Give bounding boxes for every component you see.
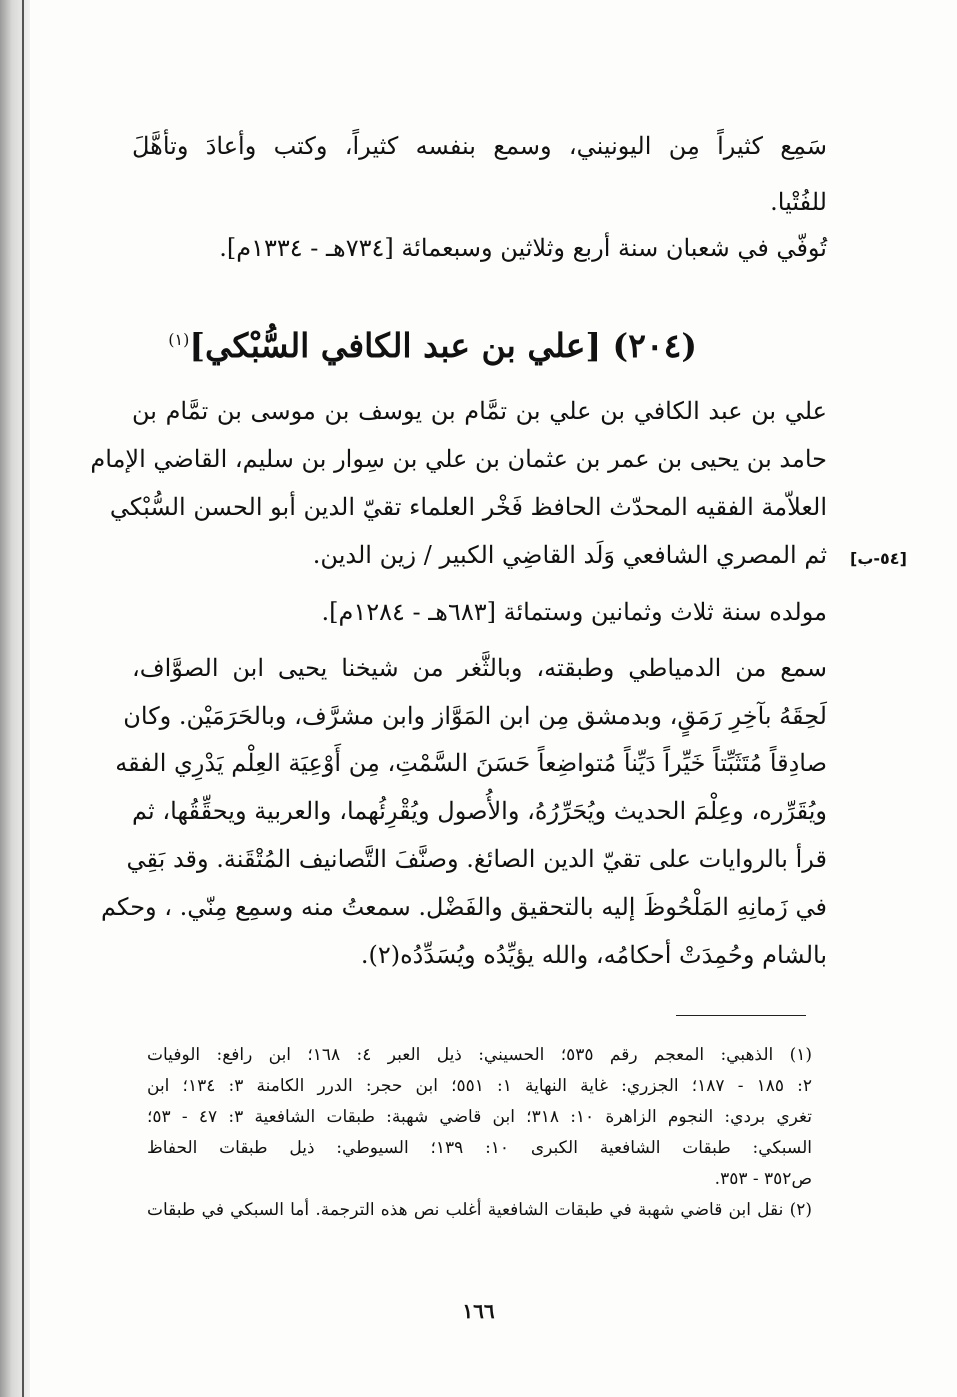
para-line-6: في زَمانِهِ المَلْحُوظَ إليه بالتحقيق والفَضْل. سمعتُ منه وسمِع مِنّي. ، وحكم (100, 893, 827, 921)
prev-entry-line-1: سَمِع كثيراً مِن اليونيني، وسمع بنفسه كثيراً، وكتب وأعادَ وتأهَّلَ (132, 132, 827, 160)
prev-entry-death-line: تُوفّي في شعبان سنة أربع وثلاثين وسبعمائة [٧٣٤هـ - ١٣٣٤م]. (219, 234, 827, 262)
page-number: ١٦٦ (462, 1299, 495, 1323)
page-edge-shadow (0, 0, 30, 1397)
footnote-line-1: (١) الذهبي: المعجم رقم ٥٣٥؛ الحسيني: ذيل العبر ٤: ١٦٨؛ ابن رافع: الوفيات (147, 1045, 813, 1065)
birth-line: مولده سنة ثلاث وثمانين وستمائة [٦٨٣هـ - ١٢٨٤م]. (321, 598, 827, 626)
footnote-line-3: تغري بردي: النجوم الزاهرة ١٠: ٣١٨؛ ابن قاضي شهبة: طبقات الشافعية ٣: ٤٧ - ٥٣؛ (147, 1107, 812, 1127)
para-line-3: صادِقاً مُتَثَبِّتاً خَيِّراً دَيِّناً مُتواضِعاً حَسَنَ السَّمْتِ، مِن أَوْعِيَة العِلْم يَدْرِي الفقه (115, 749, 827, 777)
entry-heading-text: (٢٠٤) [علي بن عبد الكافي السُّبْكي] (189, 326, 697, 365)
bio-line-2: حامد بن يحيى بن عمر بن عثمان بن علي بن سِوار بن سليم، القاضي الإمام (90, 445, 827, 473)
footnote-line-5: ص٣٥٢ - ٣٥٣. (714, 1169, 812, 1189)
prev-entry-line-2: للفُتْيا. (770, 188, 827, 216)
footnote-line-4: السبكي: طبقات الشافعية الكبرى ١٠: ١٣٩؛ السيوطي: ذيل طبقات الحفاظ (147, 1138, 812, 1158)
para-line-7: بالشام وحُمِدَتْ أحكامُه، والله يؤيِّدُه ويُسَدِّدُه(٢). (360, 941, 827, 969)
bio-line-4: ثم المصري الشافعي وَلَد القاضِي الكبير / زين الدين. (312, 541, 827, 569)
para-line-1: سمع من الدمياطي وطبقته، وبالثَّغر من شيخنا يحيى ابن الصوَّاف، (132, 654, 827, 682)
para-line-5: قرأ بالروايات على تقيّ الدين الصائغ. وصنَّفَ التَّصانيف المُتْقَنة. وقد بَقِي (126, 845, 827, 873)
page-edge-line (22, 0, 24, 1397)
para-line-2: لَحِقَهُ بآخِرِ رَمَقٍ، وبدمشق مِن ابن المَوَّاز وابن مشرَّف، وبالحَرَمَيْن. وكان (123, 702, 827, 730)
footnote-line-2: ٢: ١٨٥ - ١٨٧؛ الجزري: غاية النهاية ١: ٥٥١؛ ابن حجر: الدرر الكامنة ٣: ١٣٤؛ ابن (147, 1076, 813, 1096)
footnote-line-6: (٢) نقل ابن قاضي شهبة في طبقات الشافعية أغلب نص هذه الترجمة. أما السبكي في طبقات (147, 1200, 812, 1220)
para-line-4: ويُقَرِّره، وعِلْمَ الحديث ويُحَرِّرُهُ، والأُصول ويُقْرِئُهما، والعربية ويحقِّقُها، ثم (132, 797, 827, 825)
bio-line-1: علي بن عبد الكافي بن علي بن تمَّام بن يوسف بن موسى بن تمَّام بن (132, 397, 827, 425)
heading-footnote-ref: (١) (168, 330, 190, 349)
manuscript-folio-marker: [٥٤-ب] (850, 549, 907, 568)
entry-heading (168, 318, 697, 368)
bio-line-3: العلاّمة الفقيه المحدّث الحافظ فَخْر العلماء تقيّ الدين أبو الحسن السُّبْكي (109, 493, 827, 521)
footnote-separator (676, 1015, 806, 1016)
